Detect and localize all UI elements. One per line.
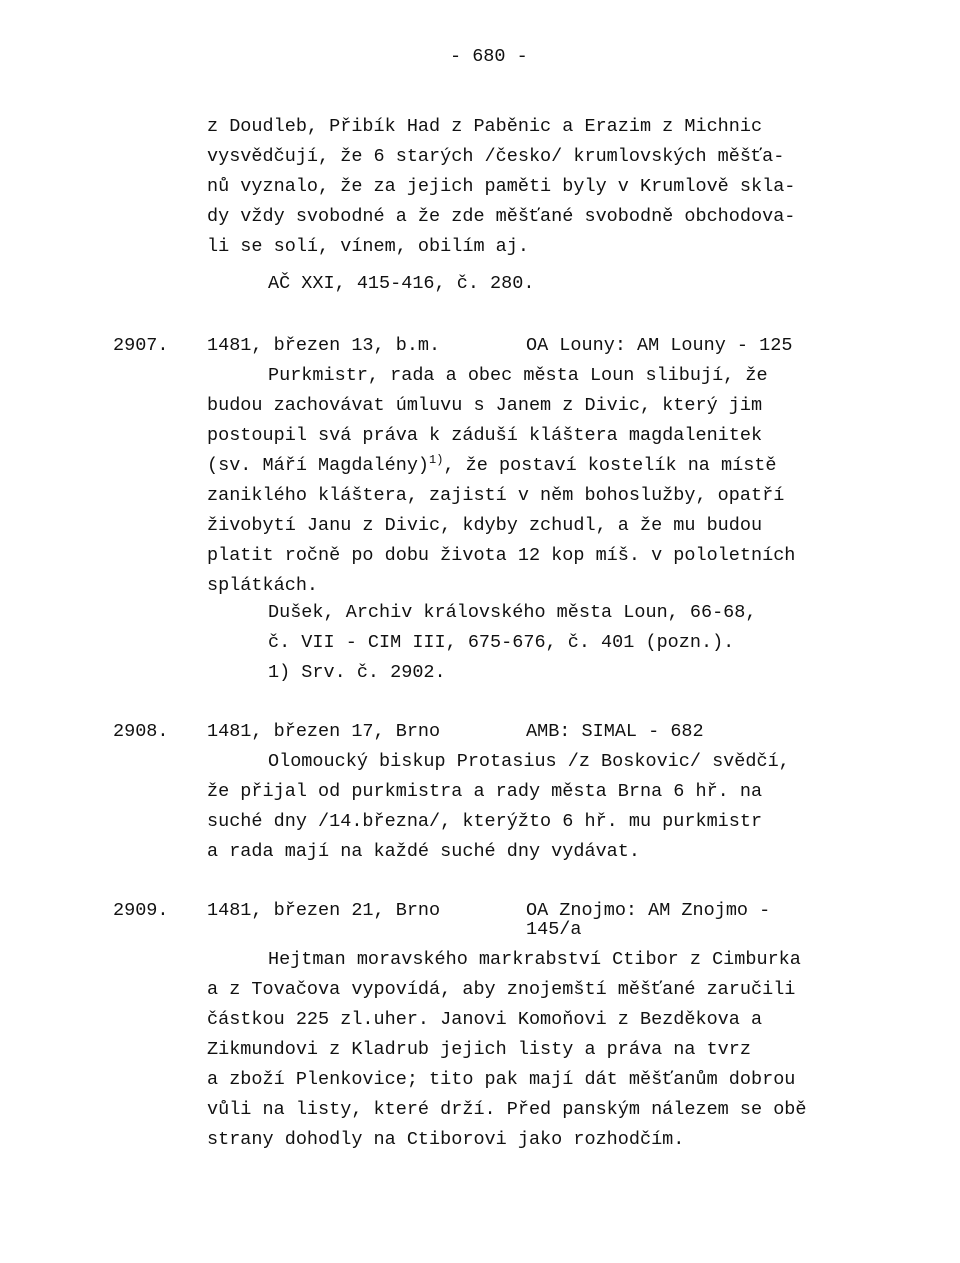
- text-line: že přijal od purkmistra a rady města Brna 6 hř. na: [207, 781, 763, 802]
- text-line: li se solí, vínem, obilím aj.: [207, 236, 529, 257]
- text-line: dy vždy svobodné a že zde měšťané svobodně obchodova-: [207, 206, 796, 227]
- source-reference: č. VII - CIM III, 675-676, č. 401 (pozn.).: [268, 632, 735, 653]
- text-line-with-footnote: [207, 454, 777, 478]
- entry-archive: OA Louny: AM Louny - 125: [526, 335, 793, 356]
- text-line: suché dny /14.března/, kterýžto 6 hř. mu purkmistr: [207, 811, 763, 832]
- entry-number: 2908.: [113, 721, 169, 742]
- text-line: postoupil svá práva k záduší kláštera magdalenitek: [207, 425, 763, 446]
- text-line: Olomoucký biskup Protasius /z Boskovic/ svědčí,: [268, 751, 790, 772]
- text-line: a zboží Plenkovice; tito pak mají dát měšťanům dobrou: [207, 1069, 796, 1090]
- text-line: Hejtman moravského markrabství Ctibor z Cimburka: [268, 949, 801, 970]
- entry-date: 1481, březen 21, Brno: [207, 900, 441, 921]
- footnote: 1) Srv. č. 2902.: [268, 662, 446, 683]
- entry-number: 2909.: [113, 900, 169, 921]
- entry-date: 1481, březen 13, b.m.: [207, 335, 441, 356]
- entry-archive: OA Znojmo: AM Znojmo -: [526, 900, 771, 921]
- entry-date: 1481, březen 17, Brno: [207, 721, 441, 742]
- text-line: a z Tovačova vypovídá, aby znojemští měšťané zaručili: [207, 979, 796, 1000]
- text-line: a rada mají na každé suché dny vydávat.: [207, 841, 640, 862]
- text-line: platit ročně po dobu života 12 kop míš. v pololetních: [207, 545, 796, 566]
- source-reference: AČ XXI, 415-416, č. 280.: [268, 273, 535, 294]
- source-reference: Dušek, Archiv královského města Loun, 66-68,: [268, 602, 757, 623]
- text-line: Purkmistr, rada a obec města Loun slibují, že: [268, 365, 768, 386]
- text-segment: (sv. Máří Magdalény): [207, 455, 430, 476]
- text-line: Zikmundovi z Kladrub jejich listy a práva na tvrz: [207, 1039, 751, 1060]
- text-line: vůli na listy, které drží. Před panským nálezem se obě: [207, 1099, 807, 1120]
- text-segment: , že postaví kostelík na místě: [443, 455, 777, 476]
- entry-number: 2907.: [113, 335, 169, 356]
- footnote-marker: 1): [429, 452, 444, 467]
- text-line: zaniklého kláštera, zajistí v něm bohoslužby, opatří: [207, 485, 785, 506]
- text-line: splátkách.: [207, 575, 319, 596]
- text-line: z Doudleb, Přibík Had z Paběnic a Erazim z Michnic: [207, 116, 763, 137]
- text-line: živobytí Janu z Divic, kdyby zchudl, a že mu budou: [207, 515, 763, 536]
- page-number: - 680 -: [450, 46, 528, 67]
- entry-archive-continued: 145/a: [526, 919, 582, 940]
- text-line: strany dohodly na Ctiborovi jako rozhodčím.: [207, 1129, 685, 1150]
- text-line: nů vyznalo, že za jejich paměti byly v Krumlově skla-: [207, 176, 796, 197]
- text-line: částkou 225 zl.uher. Janovi Komoňovi z Bezděkova a: [207, 1009, 763, 1030]
- text-line: vysvědčují, že 6 starých /česko/ krumlovských měšťa-: [207, 146, 785, 167]
- entry-archive: AMB: SIMAL - 682: [526, 721, 704, 742]
- text-line: budou zachovávat úmluvu s Janem z Divic, který jim: [207, 395, 763, 416]
